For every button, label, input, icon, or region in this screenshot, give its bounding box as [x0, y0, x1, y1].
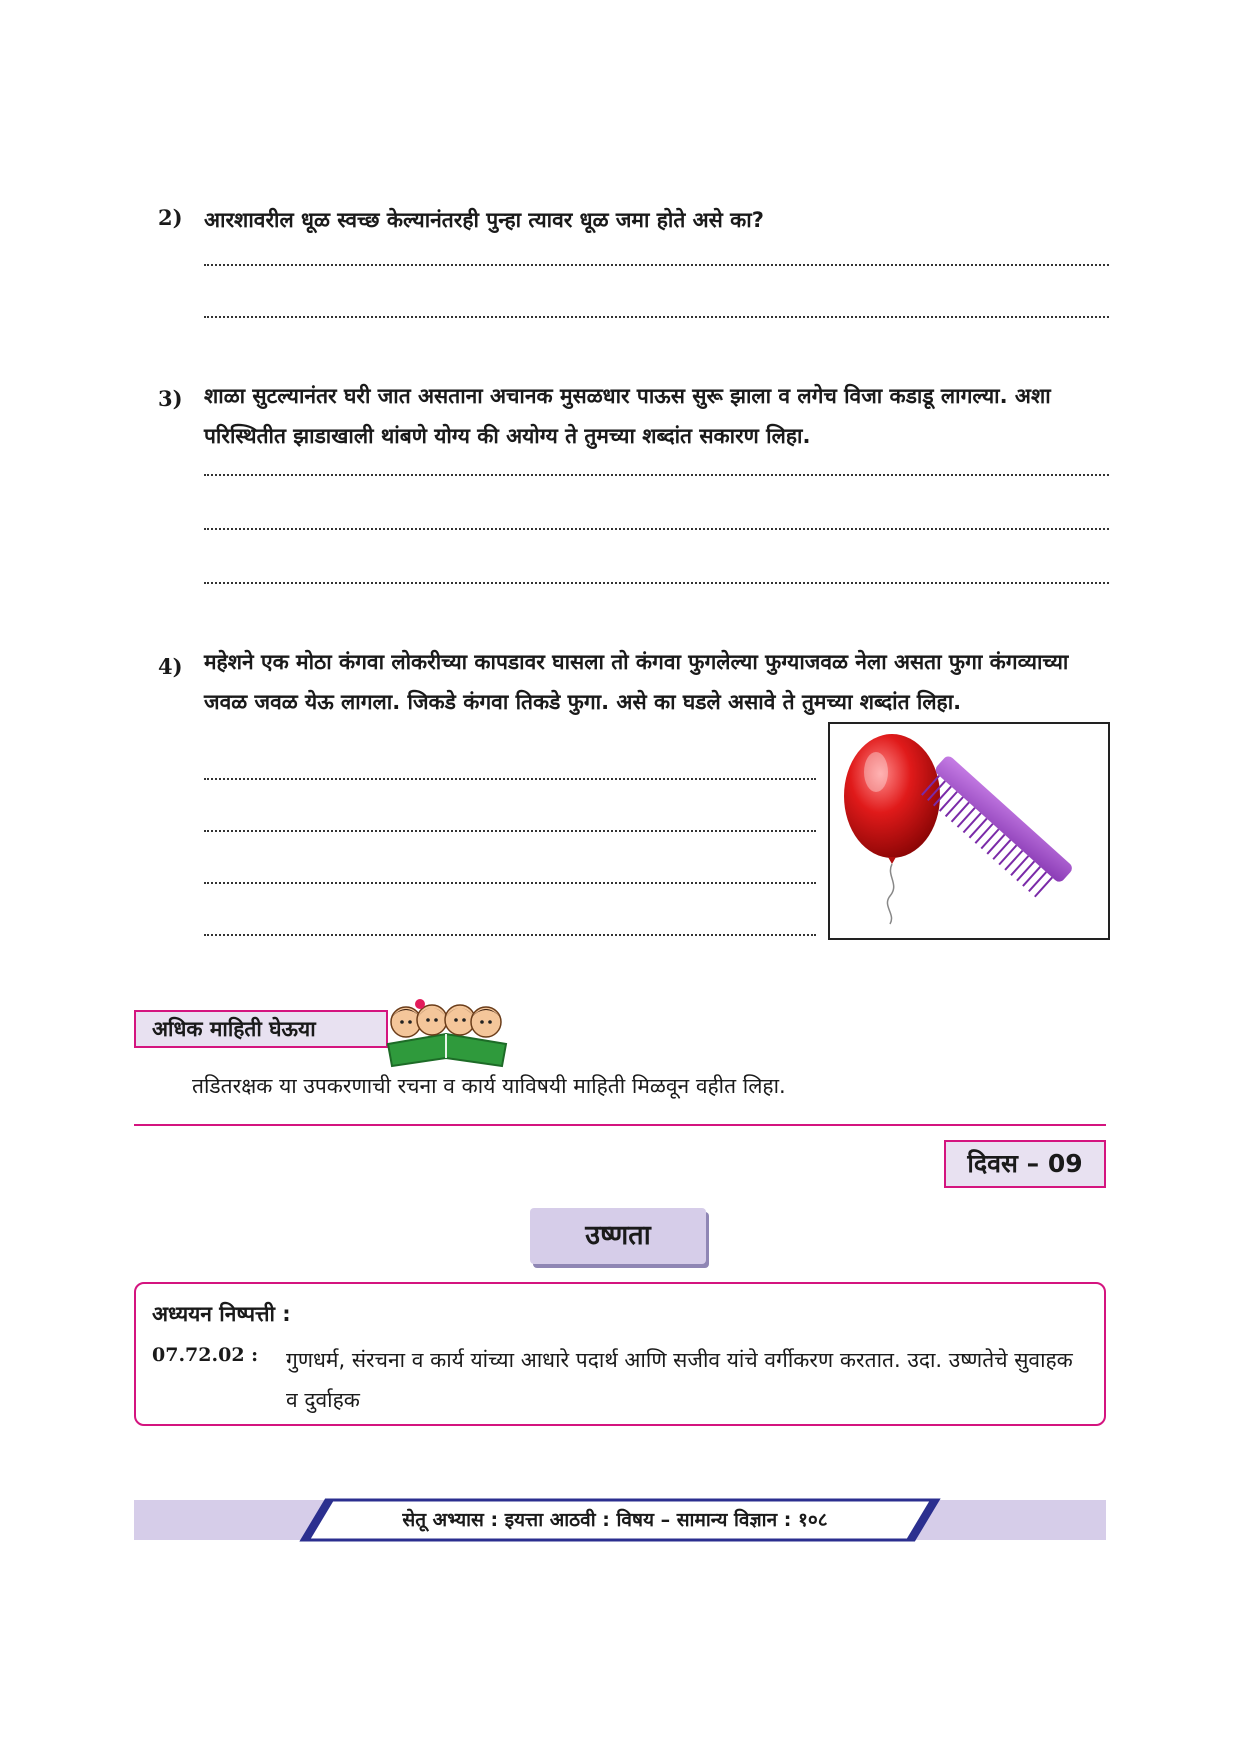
- balloon-and-comb-icon: [830, 724, 1104, 934]
- answer-line[interactable]: [204, 882, 816, 884]
- question-3-number: 3): [158, 386, 183, 411]
- topic-title: उष्णता: [530, 1208, 706, 1264]
- answer-line[interactable]: [204, 316, 1109, 318]
- learning-outcome-code: 07.72.02 :: [152, 1344, 259, 1366]
- question-4-number: 4): [158, 654, 183, 679]
- learning-outcome-title: अध्ययन निष्पत्ती :: [152, 1302, 291, 1326]
- more-info-text: तडितरक्षक या उपकरणाची रचना व कार्य याविषयी माहिती मिळवून वहीत लिहा.: [192, 1074, 786, 1098]
- more-info-heading: अधिक माहिती घेऊया: [134, 1010, 388, 1048]
- answer-line[interactable]: [204, 474, 1109, 476]
- question-2-number: 2): [158, 205, 183, 230]
- day-badge: दिवस – 09: [944, 1140, 1106, 1188]
- learning-outcome-box: [134, 1282, 1106, 1426]
- answer-line[interactable]: [204, 528, 1109, 530]
- question-2-text: आरशावरील धूळ स्वच्छ केल्यानंतरही पुन्हा त्यावर धूळ जमा होते असे का?: [204, 208, 764, 232]
- children-reading-icon: [382, 992, 512, 1068]
- answer-line[interactable]: [204, 778, 816, 780]
- answer-line[interactable]: [204, 582, 1109, 584]
- learning-outcome-text: गुणधर्म, संरचना व कार्य यांच्या आधारे पदार्थ आणि सजीव यांचे वर्गीकरण करतात. उदा. उष्णतेचे सुवाहक व दुर्वाहक: [286, 1348, 1073, 1412]
- answer-line[interactable]: [204, 264, 1109, 266]
- question-4-text: महेशने एक मोठा कंगवा लोकरीच्या कापडावर घासला तो कंगवा फुगलेल्या फुग्याजवळ नेला असता फुगा कंगव्याच्या जवळ जवळ येऊ लागला. जिकडे कंगवा तिकडे फुगा. असे का घडले असावे ते तुमच्या शब्दांत लिहा.: [204, 650, 1069, 714]
- question-3-text: शाळा सुटल्यानंतर घरी जात असताना अचानक मुसळधार पाऊस सुरू झाला व लगेच विजा कडाडू लागल्या. अशा परिस्थितीत झाडाखाली थांबणे योग्य की अयोग्य ते तुमच्या शब्दांत सकारण लिहा.: [204, 384, 1051, 448]
- balloon-comb-illustration: [828, 722, 1110, 940]
- footer-text: सेतू अभ्यास : इयत्ता आठवी : विषय – सामान्य विज्ञान : १०८: [402, 1509, 828, 1531]
- answer-line[interactable]: [204, 830, 816, 832]
- section-divider: [134, 1124, 1106, 1126]
- answer-line[interactable]: [204, 934, 816, 936]
